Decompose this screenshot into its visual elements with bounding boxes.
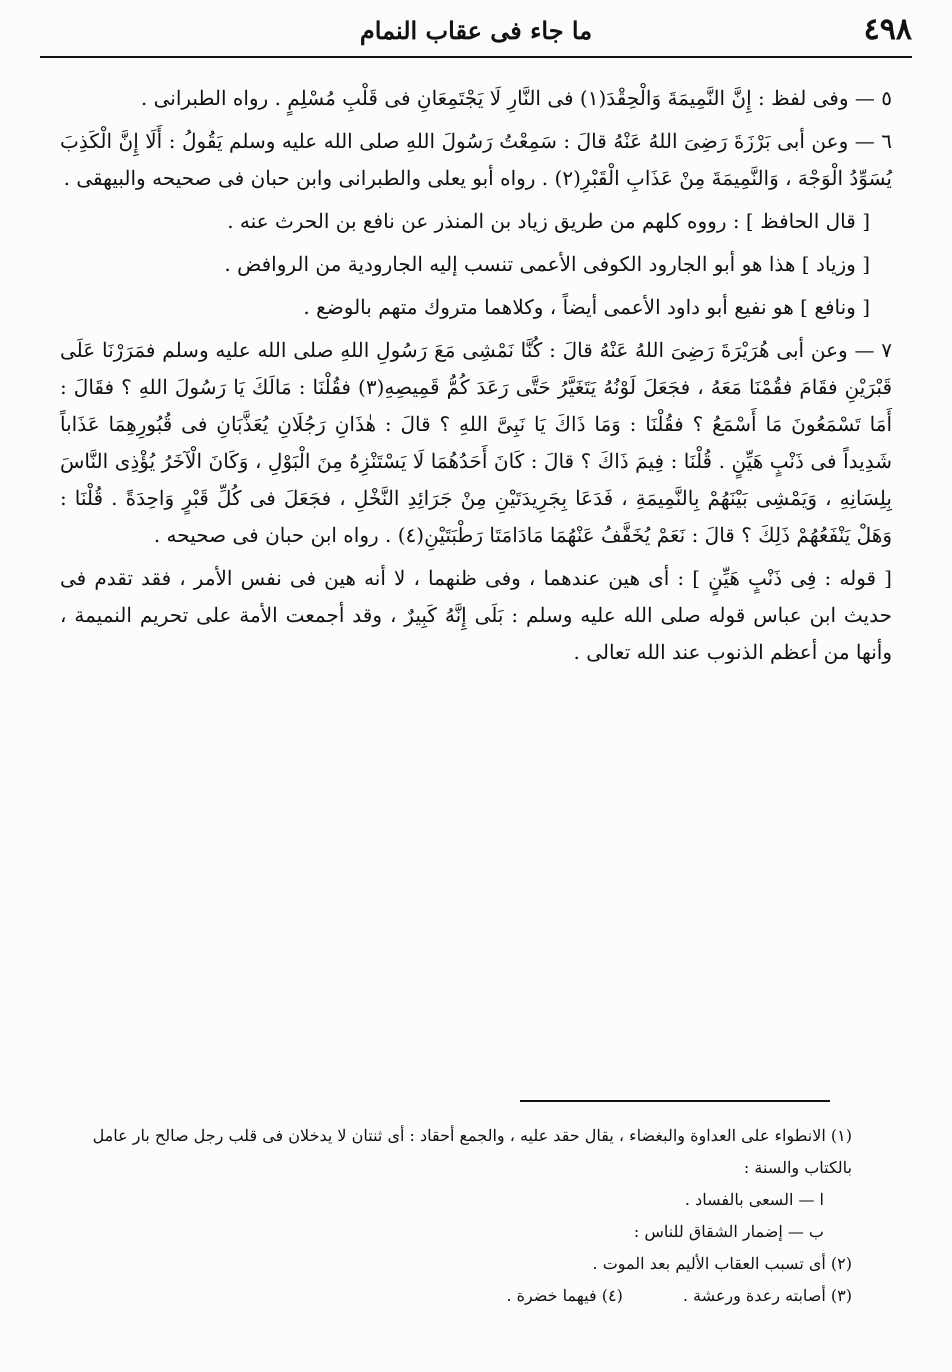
hadith-5: ٥ — وفى لفظ : إِنَّ النَّمِيمَةَ وَالْحِقْدَ(١) فى النَّارِ لَا يَجْتَمِعَانِ فى قَلْبِ مُسْلِمٍ . رواه الطبرانى . [140, 86, 892, 110]
page-number: ٤٩٨ [863, 12, 912, 47]
running-title: ما جاء فى عقاب النمام [359, 16, 593, 45]
page-header [40, 10, 912, 56]
footnote-4: (٤) فيهما خضرة . [506, 1286, 623, 1305]
header-rule [40, 56, 912, 58]
footnotes [60, 1120, 852, 1312]
footnote-rule [520, 1100, 830, 1102]
footnote-3: (٣) أصابته رعدة ورعشة . [682, 1286, 852, 1305]
footnote-1-b: ب — إضمار الشقاق للناس : [633, 1222, 824, 1241]
footnote-1-a: ا — السعى بالفساد . [684, 1190, 824, 1209]
note-ziyad: [ وزياد ] هذا هو أبو الجارود الكوفى الأعمى تنسب إليه الجارودية من الروافض . [224, 252, 870, 276]
note-nafi: [ ونافع ] هو نفيع أبو داود الأعمى أيضاً ، وكلاهما متروك متهم بالوضع . [303, 295, 870, 319]
hadith-7: ٧ — وعن أبى هُرَيْرَةَ رَضِىَ اللهُ عَنْهُ قالَ : كُنَّا نَمْشِى مَعَ رَسُولِ اللهِ صلى الله عليه وسلم فمَرَرْنَا عَلَى قَبْرَيْنِ فقَامَ فقُمْنَا مَعَهُ ، فجَعَلَ لَوْنُهُ يَتَغَيَّرُ حَتَّى رَعَدَ كُمُّ قَمِيصِهِ(٣) فقُلْنَا : مَالَكَ يَا رَسُولَ اللهِ ؟ فقَالَ : أَمَا تَسْمَعُونَ مَا أَسْمَعُ ؟ فقُلْنَا : وَمَا ذَاكَ يَا نَبِىَّ اللهِ ؟ قالَ : هٰذَانِ رَجُلَانِ يُعَذَّبَانِ فى قُبُورِهِمَا عَذَاباً شَدِيداً فى ذَنْبٍ هَيِّنٍ . قُلْنَا : فِيمَ ذَاكَ ؟ قالَ : كَانَ أَحَدُهُمَا لَا يَسْتَنْزِهُ مِنَ الْبَوْلِ ، وَكَانَ الْآخَرُ يُؤْذِى النَّاسَ بِلِسَانِهِ ، وَيَمْشِى بَيْنَهُمْ بِالنَّمِيمَةِ ، فَدَعَا بِجَرِيدَتَيْنِ مِنْ جَرَائِدِ النَّخْلِ ، فجَعَلَ فى كُلِّ قَبْرٍ وَاحِدَةً . قُلْنَا : وَهَلْ يَنْفَعُهُمْ ذَلِكَ ؟ قالَ : نَعَمْ يُخَفَّفُ عَنْهُمَا مَادَامَتَا رَطْبَتَيْنِ(٤) . رواه ابن حبان فى صحيحه . [60, 338, 893, 547]
footnote-3-4-line [60, 1280, 852, 1312]
note-hafiz: [ قال الحافظ ] : رووه كلهم من طريق زياد بن المنذر عن نافع بن الحرث عنه . [227, 209, 870, 233]
footnote-1: (١) الانطواء على العداوة والبغضاء ، يقال حقد عليه ، والجمع أحقاد : أى ثنتان لا يدخلان فى قلب رجل صالح بار عامل بالكتاب والسنة : [92, 1126, 852, 1177]
footnote-2: (٢) أى تسبب العقاب الأليم بعد الموت . [592, 1254, 852, 1273]
hadith-6: ٦ — وعن أبى بَرْزَةَ رَضِىَ اللهُ عَنْهُ قالَ : سَمِعْتُ رَسُولَ اللهِ صلى الله عليه وسلم يَقُولُ : أَلَا إِنَّ الْكَذِبَ يُسَوِّدُ الْوَجْهَ ، وَالنَّمِيمَةَ مِنْ عَذَابِ الْقَبْرِ(٢) . رواه أبو يعلى والطبرانى وابن حبان فى صحيحه والبيهقى . [60, 129, 892, 190]
commentary: [ قوله : فِى ذَنْبٍ هَيِّنٍ ] : أى هين عندهما ، وفى ظنهما ، لا أنه هين فى نفس الأمر ، فقد تقدم فى حديث ابن عباس قوله صلى الله عليه وسلم : بَلَى إِنَّهُ كَبِيرٌ ، وقد أجمعت الأمة على تحريم النميمة ، وأنها من أعظم الذنوب عند الله تعالى . [60, 566, 892, 664]
main-text [60, 80, 892, 677]
